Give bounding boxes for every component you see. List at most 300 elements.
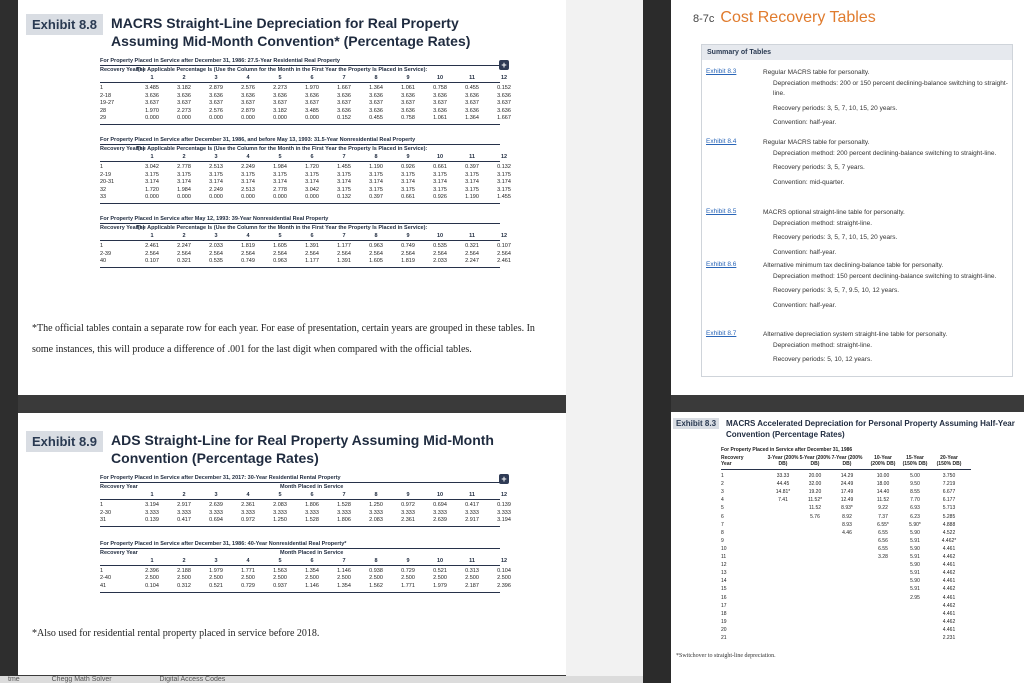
table-caption: For Property Placed in Service after December 31, 2017: 30-Year Residential Rental Property (100, 475, 341, 481)
summary-heading: Summary of Tables (702, 45, 1012, 60)
rate-cell: 9.50 (910, 481, 920, 488)
rate-cell: 2.500 (241, 575, 255, 582)
rate-cell: 0.661 (401, 194, 415, 201)
rate-cell: 1.177 (337, 243, 351, 249)
rate-cell: 2.564 (273, 250, 287, 257)
rate-cell: 3.637 (209, 100, 223, 107)
month-cell: 12 (500, 492, 508, 498)
rate-cell: 0.000 (305, 194, 319, 201)
rate-cell: 0.972 (401, 502, 415, 508)
recovery-year-cell: 8 (721, 529, 724, 536)
month-cell: 2 (182, 233, 186, 239)
rate-cell: 2.564 (241, 250, 255, 257)
month-cell: 4 (246, 557, 250, 564)
rate-cell: 0.104 (145, 583, 159, 589)
rate-cell: 1.720 (145, 186, 159, 193)
month-cell: 7 (342, 75, 346, 81)
exhibit-number: Exhibit 8.9 (26, 431, 103, 452)
table-rule (100, 65, 500, 66)
month-cell: 10 (436, 233, 444, 239)
rate-cell: 0.963 (273, 258, 287, 265)
column-header: 15-Year (150% DB) (902, 455, 928, 467)
rate-cell: 1.979 (433, 583, 447, 589)
rate-cell: 3.175 (401, 171, 415, 178)
exhibit-link[interactable]: Exhibit 8.4 (706, 138, 737, 145)
rate-cell: 3.636 (273, 92, 287, 99)
rate-cell: 9.22 (878, 505, 888, 512)
rate-cell: 2.273 (273, 85, 287, 91)
rate-cell: 5.90 (910, 578, 920, 585)
month-cell: 8 (374, 233, 378, 239)
recovery-year-cell: 20 (721, 626, 727, 633)
month-cell: 2 (182, 492, 186, 498)
summary-line: Convention: half-year. (773, 301, 837, 309)
summary-line: Regular MACRS table for personalty. (763, 139, 870, 146)
rate-cell: 3.174 (465, 179, 479, 186)
month-cell: 11 (469, 557, 475, 564)
bottom-link[interactable]: tme (8, 676, 20, 683)
rate-cell: 1.667 (497, 115, 511, 122)
rate-cell: 3.333 (241, 509, 255, 516)
rate-cell: 44.45 (776, 481, 790, 488)
table-rule (100, 482, 500, 483)
table-rule (100, 240, 500, 241)
rate-cell: 3.637 (305, 100, 319, 107)
applicable-label: Month Placed in Service (280, 549, 344, 556)
summary-description (763, 208, 1008, 258)
month-cell: 4 (246, 75, 250, 81)
rate-cell: 10.00 (876, 473, 890, 479)
rate-cell: 32.00 (808, 481, 822, 488)
table-rule (100, 592, 500, 593)
rate-cell: 2.231 (942, 635, 956, 641)
rate-cell: 3.636 (337, 107, 351, 114)
rate-cell: 3.636 (209, 92, 223, 99)
month-cell: 1 (150, 154, 154, 160)
rate-cell: 0.758 (401, 115, 415, 122)
rate-cell: 0.000 (273, 194, 287, 201)
exhibit-8-8-footnote: *The official tables contain a separate row for each year. For ease of presentation, certain years are grouped in these tables. In some instances, this will produce a difference of .001 for the last digit when compared with the official tables. (32, 323, 535, 355)
pane-divider[interactable] (643, 0, 671, 683)
rate-cell: 2.778 (177, 164, 191, 170)
recovery-year-cell: 3 (721, 489, 724, 496)
rate-cell: 5.91 (910, 586, 920, 593)
month-cell: 2 (182, 75, 186, 81)
rate-cell: 0.521 (433, 567, 447, 574)
month-cell: 8 (374, 557, 378, 564)
table-caption: For Property Placed in Service after December 31, 1986, and before May 13, 1993: 31.5-Year Nonresidential Real Property (100, 137, 416, 143)
recovery-year-cell: 2-39 (100, 250, 112, 257)
rate-cell: 0.397 (369, 194, 383, 201)
rate-cell: 5.76 (810, 513, 820, 520)
rate-cell: 1.605 (273, 243, 287, 249)
rate-cell: 3.637 (145, 100, 159, 107)
month-cell: 9 (406, 492, 410, 498)
rate-cell: 2.500 (497, 575, 511, 582)
recovery-year-cell: 29 (100, 115, 107, 122)
rate-cell: 0.694 (433, 502, 447, 508)
rate-cell: 1.771 (241, 567, 255, 574)
rate-cell: 3.175 (465, 186, 479, 193)
rate-cell: 6.55* (877, 521, 889, 528)
rate-cell: 2.564 (209, 250, 223, 257)
rate-cell: 0.694 (209, 517, 223, 524)
rate-cell: 2.500 (433, 575, 447, 582)
rate-cell: 2.500 (401, 575, 415, 582)
rate-cell: 2.249 (241, 164, 255, 170)
summary-line: Convention: half-year. (773, 119, 837, 126)
rate-cell: 3.637 (369, 100, 383, 107)
rate-cell: 3.175 (273, 171, 287, 178)
rate-cell: 2.564 (305, 250, 319, 257)
exhibit-8-9-page (18, 413, 566, 675)
rate-cell: 4.462 (942, 602, 956, 609)
summary-line: Alternative depreciation system straight-line table for personalty. (763, 331, 948, 338)
rate-cell: 1.979 (209, 567, 223, 574)
rate-cell: 3.333 (369, 509, 383, 516)
rate-cell: 1.250 (273, 517, 287, 524)
rate-cell: 0.000 (177, 194, 191, 201)
rate-cell: 3.042 (305, 186, 319, 193)
rate-cell: 2.500 (177, 575, 191, 582)
rate-cell: 0.000 (177, 115, 191, 122)
exhibit-8-8-header (26, 14, 496, 50)
rate-cell: 1.771 (401, 583, 415, 589)
rate-cell: 1.391 (305, 243, 319, 249)
rate-cell: 6.55 (878, 529, 888, 536)
rate-cell: 4.46 (842, 529, 852, 536)
rate-cell: 3.174 (305, 179, 319, 186)
recovery-year-cell: 15 (721, 586, 727, 593)
exhibit-link[interactable]: Exhibit 8.7 (706, 330, 737, 337)
rate-cell: 0.758 (433, 85, 447, 91)
recovery-year-cell: 11 (721, 554, 727, 560)
rate-cell: 2.564 (369, 250, 383, 257)
recovery-year-cell: 9 (721, 537, 724, 544)
rate-cell: 0.455 (369, 115, 383, 122)
recovery-year-cell: 6 (721, 513, 724, 520)
rate-cell: 4.462 (942, 554, 956, 560)
rate-cell: 0.107 (145, 258, 159, 265)
rate-cell: 1.177 (305, 258, 319, 265)
recovery-label: Recovery Year(s) (100, 67, 145, 73)
rate-cell: 3.636 (145, 92, 159, 99)
column-header: 20-Year (150% DB) (936, 455, 962, 467)
rate-cell: 0.938 (369, 567, 383, 574)
section-title (693, 9, 876, 27)
month-cell: 6 (310, 75, 314, 81)
rate-cell: 0.926 (433, 194, 447, 201)
page-gutter (566, 0, 643, 683)
rate-cell: 8.55 (910, 489, 920, 496)
rate-cell: 4.461 (942, 626, 956, 633)
rate-cell: 3.174 (433, 179, 447, 186)
rate-cell: 3.175 (497, 171, 511, 178)
recovery-year-cell: 2-18 (100, 92, 112, 99)
month-cell: 7 (342, 557, 346, 564)
rate-cell: 2.564 (337, 250, 351, 257)
rate-cell: 3.333 (433, 509, 447, 516)
rate-cell: 3.636 (305, 92, 319, 99)
exhibit-8-3-page (671, 412, 1024, 683)
rate-cell: 0.937 (273, 583, 287, 589)
month-cell: 5 (278, 233, 282, 239)
rate-cell: 7.219 (942, 481, 956, 488)
rate-cell: 3.175 (337, 186, 351, 193)
summary-line: Convention: half-year. (773, 248, 837, 256)
month-cell: 12 (500, 75, 508, 81)
month-cell: 3 (214, 492, 218, 498)
table-caption: For Property Placed in Service after December 31, 1986 (721, 447, 853, 453)
table-rule (100, 124, 500, 125)
rate-cell: 0.000 (145, 115, 159, 122)
rate-cell: 3.182 (177, 85, 191, 91)
rate-cell: 2.396 (145, 567, 159, 574)
rate-cell: 5.285 (942, 513, 956, 520)
recovery-year-cell: 1 (100, 164, 104, 170)
rate-cell: 6.55 (878, 545, 888, 552)
rate-cell: 3.636 (177, 92, 191, 99)
rate-cell: 4.461 (942, 594, 956, 601)
table-rule (100, 203, 500, 204)
rate-cell: 3.636 (497, 92, 511, 99)
month-cell: 2 (182, 557, 186, 564)
rate-cell: 1.364 (465, 115, 479, 122)
rate-cell: 3.194 (497, 517, 511, 524)
recovery-year-cell: 19 (721, 618, 727, 625)
summary-line: Recovery periods: 5, 10, 12 years. (773, 356, 872, 363)
column-header: 5-Year (200% DB) (799, 455, 831, 467)
rate-cell: 0.139 (145, 517, 159, 524)
rate-cell: 3.174 (177, 179, 191, 186)
month-cell: 1 (150, 233, 154, 239)
rate-cell: 3.333 (497, 509, 511, 516)
summary-line: Recovery periods: 3, 5, 7, 10, 15, 20 years. (773, 104, 898, 112)
rate-cell: 2.500 (465, 575, 479, 582)
exhibit-link[interactable]: Exhibit 8.6 (706, 261, 737, 268)
table-rule (100, 82, 500, 83)
left-edge (0, 0, 18, 683)
section-title-text: Cost Recovery Tables (720, 9, 876, 26)
rate-cell: 3.174 (241, 179, 255, 186)
rate-cell: 24.49 (840, 481, 854, 488)
rate-cell: 3.637 (177, 100, 191, 107)
rate-cell: 0.749 (401, 243, 415, 249)
rate-cell: 0.000 (209, 115, 223, 122)
summary-line: Depreciation method: straight-line. (773, 341, 872, 349)
rate-cell: 1.146 (305, 583, 319, 589)
rate-cell: 3.174 (369, 179, 383, 186)
recovery-year-cell: 2-30 (100, 509, 112, 516)
exhibit-title: MACRS Straight-Line Depreciation for Real Property Assuming Mid-Month Convention* (Percentage Rates) (111, 15, 471, 49)
recovery-year-cell: 5 (721, 505, 724, 512)
summary-line: Recovery periods: 3, 5, 7 years. (773, 164, 865, 171)
rate-cell: 2.576 (241, 85, 255, 91)
month-cell: 9 (406, 233, 410, 239)
month-cell: 1 (150, 75, 154, 81)
rate-cell: 4.462 (942, 618, 956, 625)
table-rule (100, 548, 500, 549)
recovery-year-cell: 1 (100, 243, 104, 249)
rate-cell: 0.972 (241, 517, 255, 524)
rate-cell: 5.91 (910, 537, 920, 544)
rate-cell: 33.33 (776, 473, 790, 479)
month-cell: 3 (214, 557, 218, 564)
rate-cell: 2.500 (145, 575, 159, 582)
rate-cell: 3.175 (337, 171, 351, 178)
recovery-year-cell: 4 (721, 497, 724, 504)
rate-cell: 5.90 (910, 545, 920, 552)
rate-cell: 3.636 (497, 107, 511, 114)
rate-cell: 0.729 (401, 567, 415, 574)
expand-plus-icon[interactable]: + (499, 60, 509, 70)
month-cell: 1 (150, 492, 154, 498)
rate-cell: 0.417 (465, 502, 479, 508)
rate-cell: 3.636 (401, 107, 415, 114)
rate-cell: 2.879 (209, 85, 223, 91)
exhibit-8-9-footnote: *Also used for residential rental property placed in service before 2018. (32, 628, 320, 639)
month-cell: 6 (310, 233, 314, 239)
rate-cell: 2.778 (273, 186, 287, 193)
table-rule (100, 223, 500, 224)
month-cell: 3 (214, 154, 218, 160)
summary-description (763, 138, 1008, 188)
rate-cell: 0.000 (241, 194, 255, 201)
month-cell: 7 (342, 154, 346, 160)
rate-cell: 11.52 (808, 505, 822, 512)
rate-cell: 1.391 (337, 258, 351, 265)
rate-cell: 0.321 (465, 243, 479, 249)
rate-cell: 0.963 (369, 243, 383, 249)
month-cell: 9 (406, 154, 410, 160)
table-caption: For Property Placed in Service after December 31, 1986: 40-Year Nonresidential Real Property* (100, 540, 347, 547)
month-cell: 5 (278, 492, 282, 498)
rate-cell: 5.91 (910, 570, 920, 577)
rate-cell: 1.806 (305, 502, 319, 508)
month-cell: 10 (436, 75, 444, 81)
rate-cell: 3.485 (145, 85, 159, 91)
recovery-year-cell: 20-31 (100, 179, 115, 186)
exhibit-8-8-page (18, 0, 566, 395)
expand-plus-icon[interactable]: + (499, 474, 509, 484)
recovery-year-cell: 2-40 (100, 575, 112, 582)
rate-cell: 2.917 (465, 517, 479, 524)
rate-cell: 1.720 (305, 164, 319, 170)
rate-cell: 2.361 (401, 517, 415, 524)
rate-cell: 5.00 (910, 473, 920, 479)
rate-cell: 3.637 (497, 100, 511, 107)
rate-cell: 5.91 (910, 554, 920, 560)
rate-cell: 2.95 (910, 594, 920, 601)
recovery-year-cell: 7 (721, 521, 724, 528)
rate-cell: 3.636 (401, 92, 415, 99)
bottom-link[interactable]: Digital Access Codes (159, 676, 226, 683)
rate-cell: 3.333 (145, 509, 159, 516)
rate-cell: 2.639 (433, 517, 447, 524)
rate-cell: 2.461 (497, 258, 511, 265)
rate-cell: 2.361 (241, 502, 255, 508)
rate-cell: 3.333 (273, 509, 287, 516)
month-cell: 5 (278, 75, 282, 81)
rate-cell: 4.461 (942, 578, 956, 585)
rate-cell: 7.70 (910, 497, 920, 504)
rate-cell: 1.354 (337, 583, 351, 589)
month-cell: 11 (469, 154, 475, 160)
month-cell: 7 (342, 233, 346, 239)
column-header: 3-Year (200% DB) (767, 455, 799, 467)
month-cell: 8 (374, 154, 378, 160)
rate-cell: 3.636 (241, 92, 255, 99)
month-cell: 9 (406, 557, 410, 564)
rate-cell: 1.455 (497, 194, 511, 201)
rate-cell: 1.605 (369, 258, 383, 265)
exhibit-link[interactable]: Exhibit 8.3 (706, 68, 737, 75)
rate-cell: 2.249 (209, 186, 223, 193)
recovery-year-cell: 1 (100, 85, 104, 91)
month-cell: 4 (246, 233, 250, 239)
bottom-link[interactable]: Chegg Math Solver (51, 676, 112, 683)
rate-cell: 0.321 (177, 258, 191, 265)
rate-cell: 1.061 (433, 115, 447, 122)
rate-cell: 8.93* (841, 505, 853, 512)
recovery-year-cell: 28 (100, 107, 107, 114)
rate-cell: 0.926 (401, 164, 415, 170)
recovery-year-cell: 14 (721, 578, 727, 585)
table-caption: For Property Placed in Service after May 12, 1993: 39-Year Nonresidential Real Property (100, 216, 329, 222)
rate-cell: 3.637 (401, 100, 415, 107)
recovery-year-cell: 1 (100, 502, 104, 508)
rate-cell: 3.636 (369, 92, 383, 99)
rate-cell: 3.174 (145, 179, 159, 186)
rate-cell: 5.90 (910, 529, 920, 536)
rate-cell: 3.174 (337, 179, 351, 186)
rate-cell: 1.667 (337, 85, 351, 91)
rate-cell: 3.636 (369, 107, 383, 114)
recovery-label: Recovery Year (100, 549, 138, 556)
rate-cell: 14.40 (876, 489, 890, 496)
rate-cell: 0.107 (497, 243, 511, 249)
rate-cell: 2.188 (177, 567, 191, 574)
rate-cell: 0.535 (209, 258, 223, 265)
rate-cell: 0.455 (465, 85, 479, 91)
rate-cell: 11.52 (876, 497, 890, 504)
rate-cell: 1.970 (305, 85, 319, 91)
recovery-year-cell: 40 (100, 258, 107, 265)
rate-cell: 3.636 (433, 107, 447, 114)
rate-cell: 3.175 (209, 171, 223, 178)
rate-cell: 2.461 (145, 243, 159, 249)
summary-line: MACRS optional straight-line table for personalty. (763, 209, 905, 216)
recovery-year-cell: 2 (721, 481, 724, 488)
exhibit-link[interactable]: Exhibit 8.5 (706, 208, 737, 215)
rate-cell: 1.528 (305, 517, 319, 524)
summary-description (763, 261, 1008, 311)
rate-cell: 3.175 (305, 171, 319, 178)
exhibit-number: Exhibit 8.8 (26, 14, 103, 35)
summary-line: Depreciation method: straight-line. (773, 219, 872, 227)
exhibit-8-9-header (26, 431, 496, 467)
rate-cell: 0.535 (433, 243, 447, 249)
month-cell: 5 (278, 154, 282, 160)
recovery-label: Recovery Year(s) (100, 225, 145, 231)
rate-cell: 2.083 (273, 502, 287, 508)
rate-cell: 6.23 (910, 513, 920, 520)
rate-cell: 3.175 (401, 186, 415, 193)
rate-cell: 4.462* (941, 537, 957, 544)
rate-cell: 3.637 (241, 100, 255, 107)
table-rule (100, 565, 500, 566)
rate-cell: 5.90* (909, 521, 921, 528)
